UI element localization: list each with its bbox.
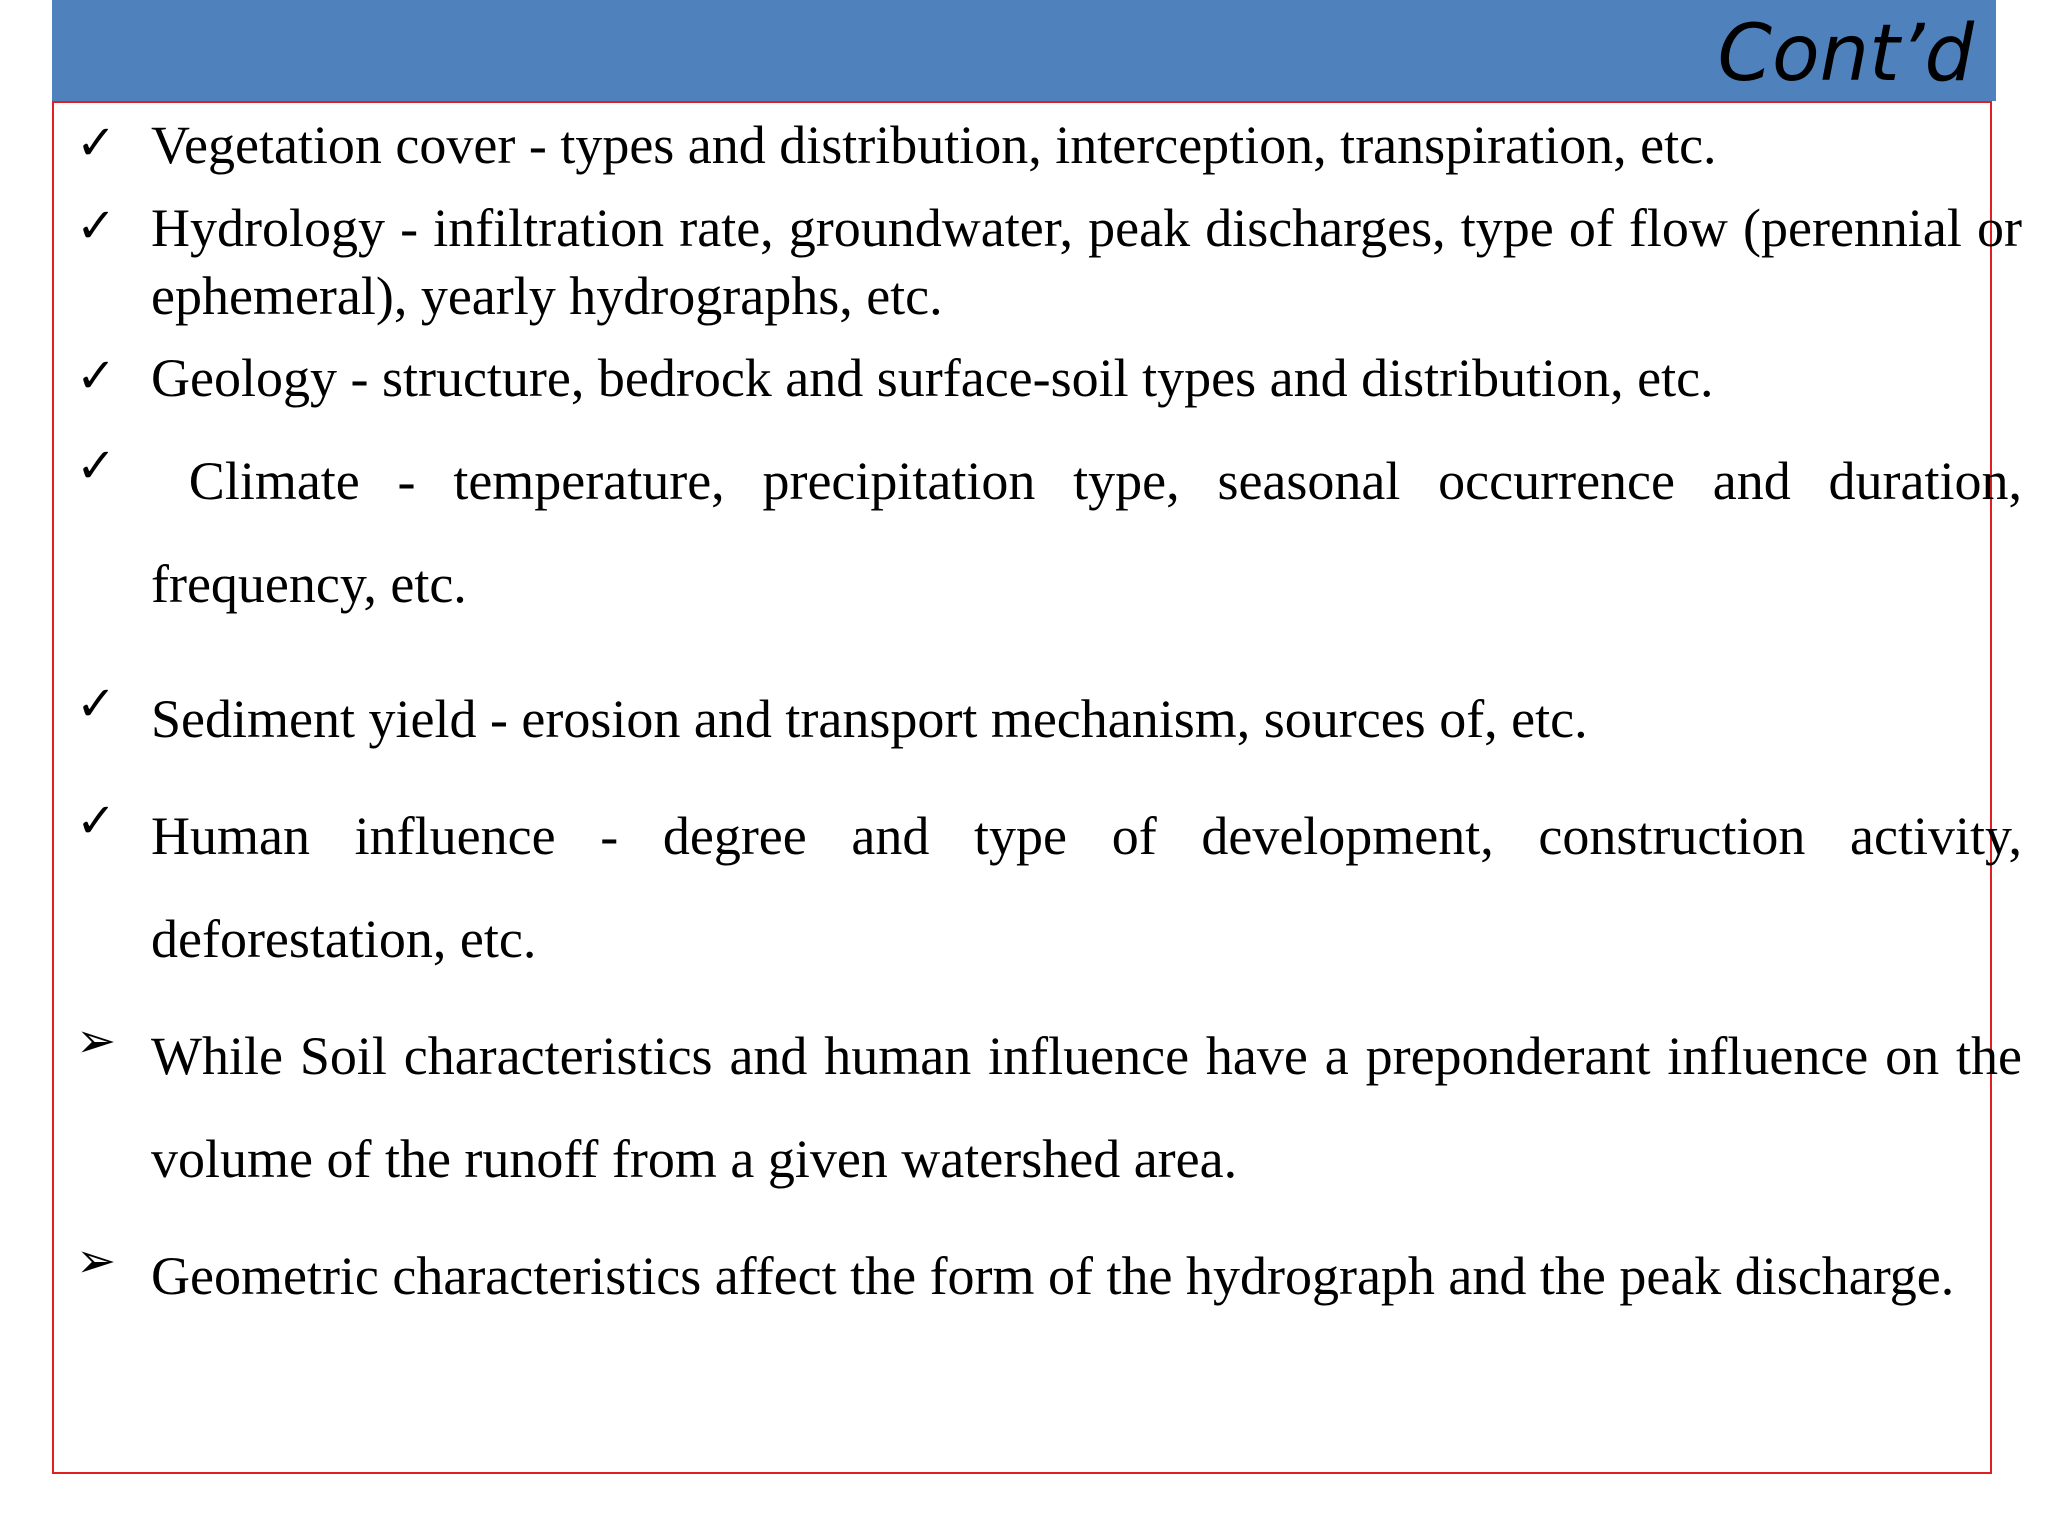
arrowhead-icon: ➢ xyxy=(76,1233,117,1289)
checkmark-icon: ✓ xyxy=(76,438,117,494)
list-item-text: Human influence - degree and type of development, construction activity, deforestation, etc. xyxy=(151,806,2022,969)
checkmark-icon: ✓ xyxy=(76,115,117,171)
list-item-text: Geometric characteristics affect the form of the hydrograph and the peak discharge. xyxy=(151,1246,1955,1306)
checkmark-icon: ✓ xyxy=(76,676,117,732)
list-item-text: Climate - temperature, precipitation type, seasonal occurrence and duration, frequency, etc. xyxy=(151,451,2036,614)
list-item-text: Vegetation cover - types and distribution, interception, transpiration, etc. xyxy=(151,115,1717,175)
list-item-text: While Soil characteristics and human influence have a preponderant influence on the volume of the runoff from a given watershed area. xyxy=(151,1026,2022,1189)
list-item-text: Geology - structure, bedrock and surface-soil types and distribution, etc. xyxy=(151,348,1714,408)
content-box xyxy=(52,101,2036,1474)
title-bar xyxy=(52,0,1996,101)
slide-title: Cont’d xyxy=(1717,9,1974,99)
list-item-text: Hydrology - infiltration rate, groundwater, peak discharges, type of flow (perennial or ephemeral), yearly hydrographs, etc. xyxy=(151,198,2022,326)
checkmark-icon: ✓ xyxy=(76,348,117,404)
checkmark-icon: ✓ xyxy=(76,198,117,254)
checkmark-icon: ✓ xyxy=(76,793,117,849)
arrowhead-icon: ➢ xyxy=(76,1013,117,1069)
list-item-text: Sediment yield - erosion and transport mechanism, sources of, etc. xyxy=(151,689,1588,749)
